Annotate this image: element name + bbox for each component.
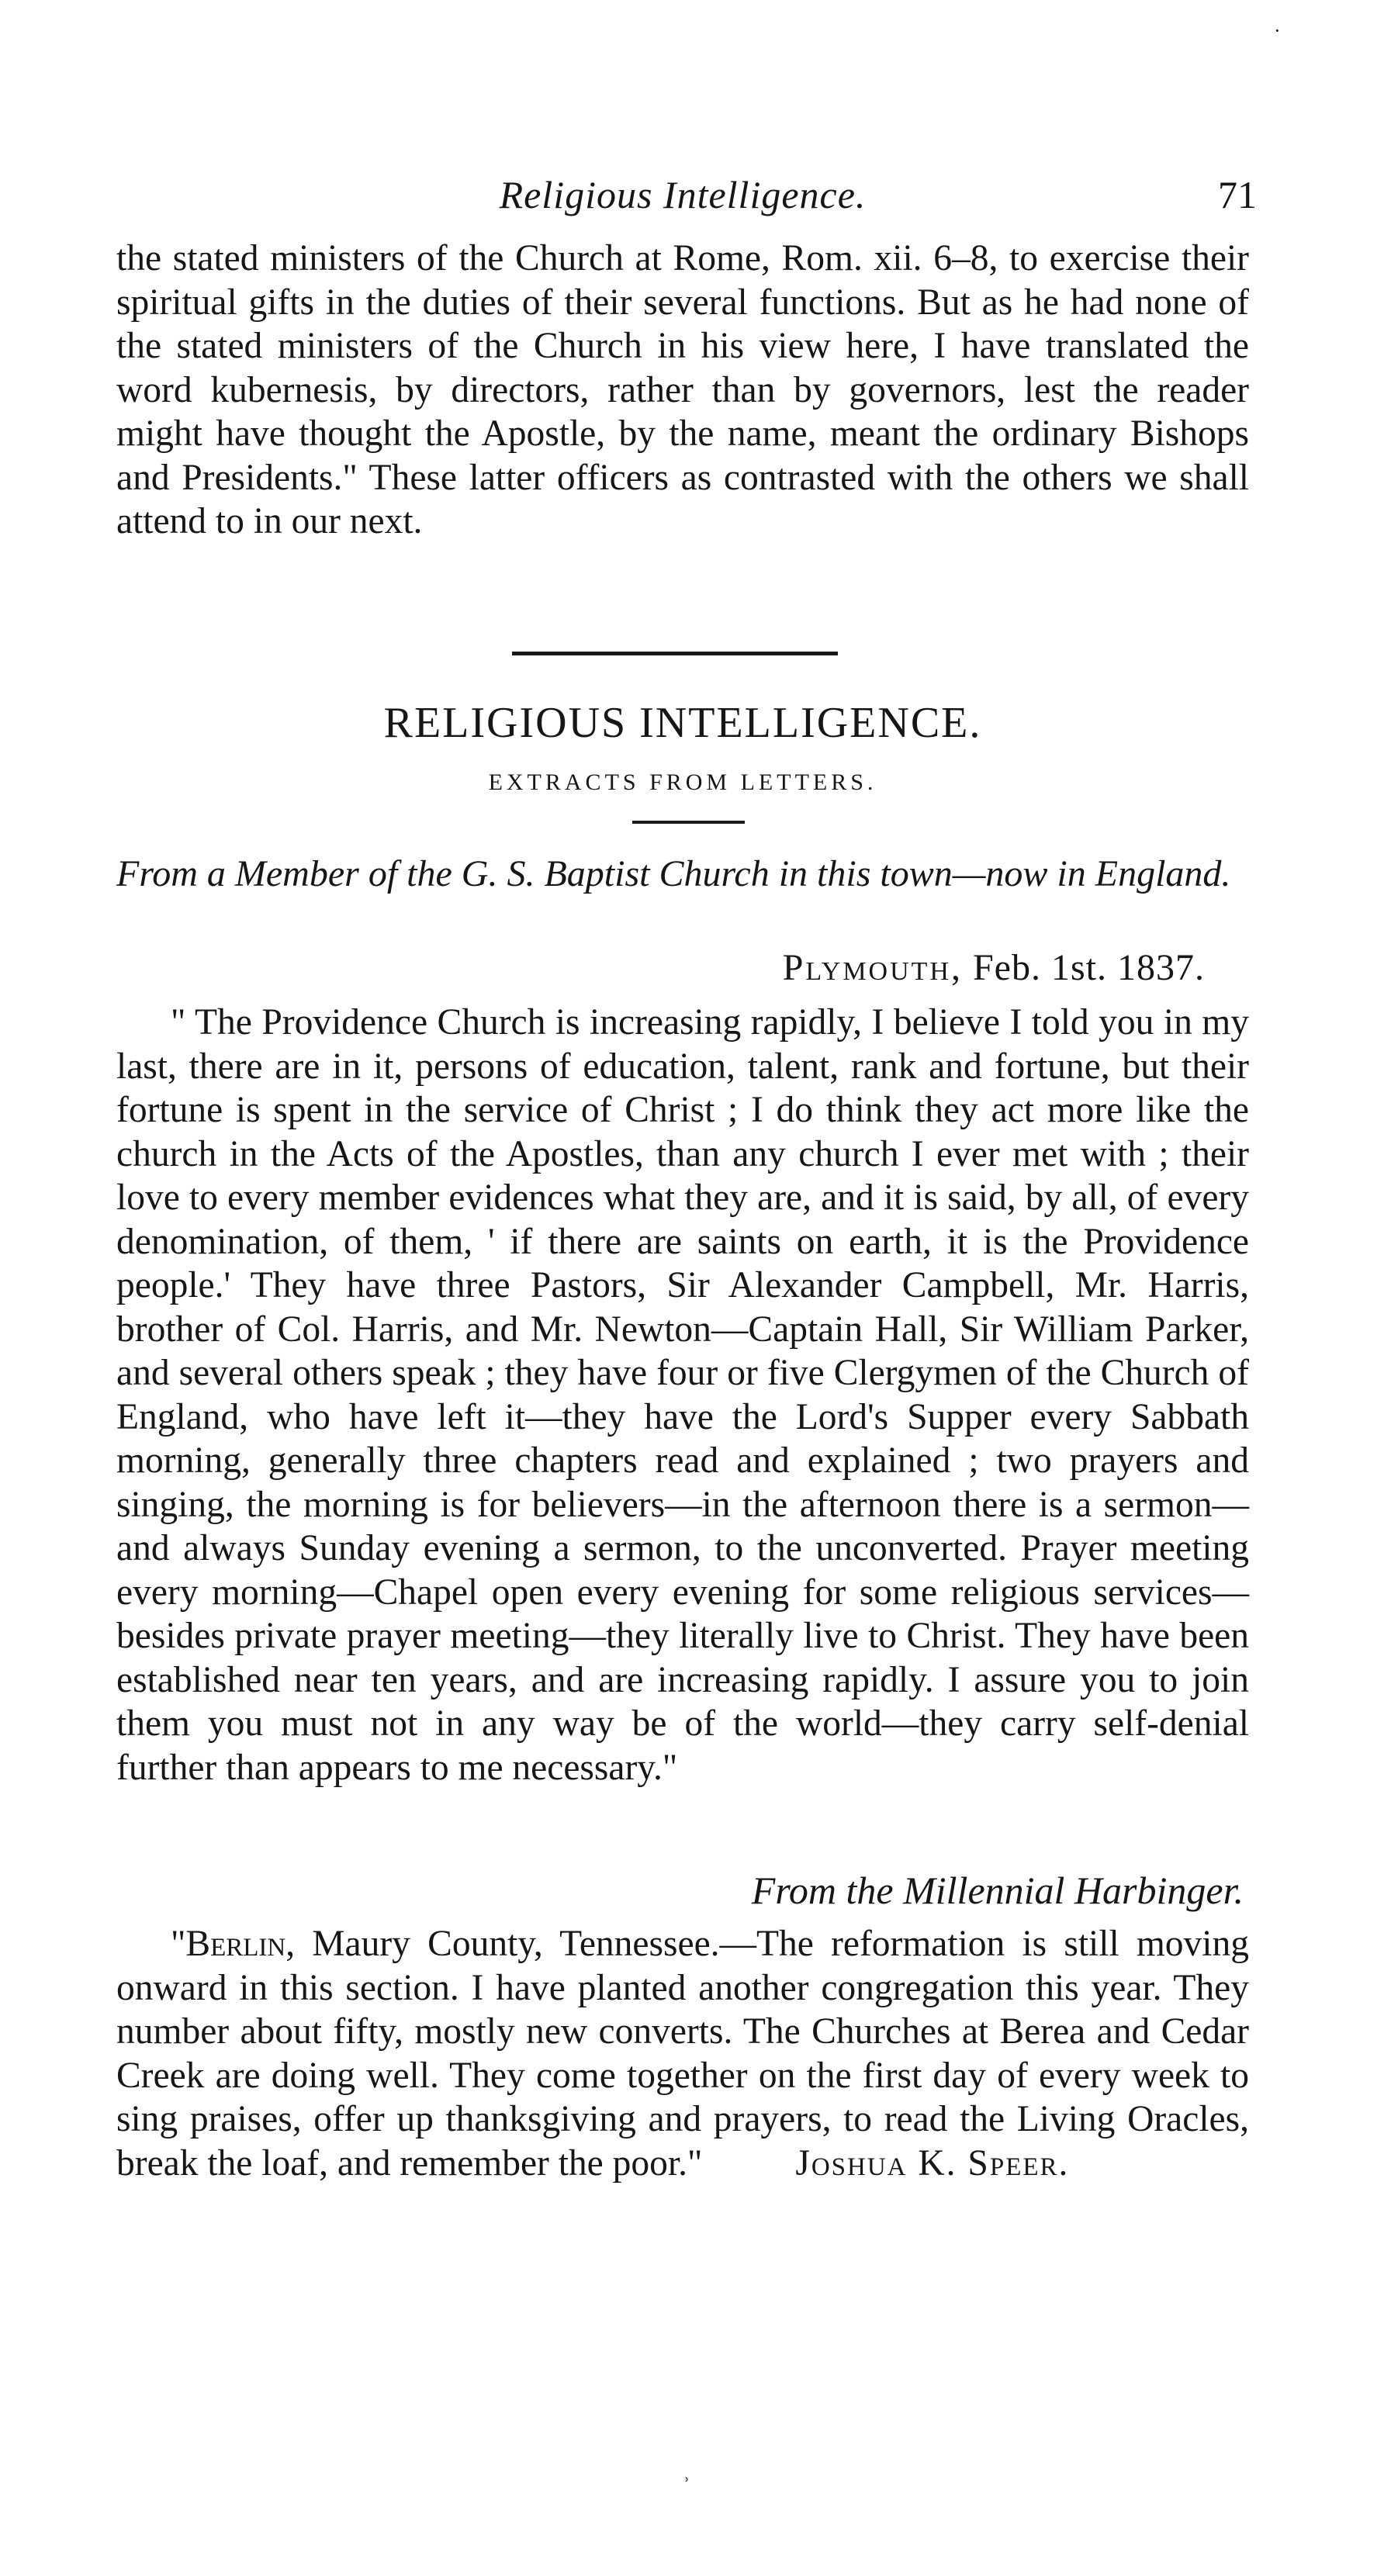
letter-two-signature: Joshua K. Speer. bbox=[795, 2142, 1070, 2184]
letter-two-source: From the Millennial Harbinger. bbox=[751, 1869, 1244, 1912]
running-head bbox=[109, 172, 1257, 226]
running-head-title: Religious Intelligence. bbox=[499, 173, 867, 216]
letter-two-paragraph bbox=[116, 1922, 1249, 2185]
continuation-paragraph: the stated ministers of the Church at Rome, Rom. xii. 6–8, to exercise their spiritual gifts in the duties of their several functions. But as he had none of the stated ministers of the Church in his view here, I have translated the word kubernesis, by directors, rather than by governors, lest the reader might have thought the Apostle, by the name, meant the ordinary Bishops and Presidents." These latter officers as contrasted with the others we shall attend to in our next. bbox=[116, 238, 1249, 541]
page-number: 71 bbox=[1218, 173, 1257, 216]
bottom-speck: ˒ bbox=[683, 2463, 690, 2488]
letter-two-body: Maury County, Tennessee.—The reformation is still moving onward in this section. I have planted another congregation this year. They number about fifty, mostly new converts. The Churches at Berea and Cedar Creek are doing well. They come together on the first day of every week to sing praises, offer up thanksgiving and prayers, to read the Living Oracles, break the loaf, and remember the poor." bbox=[116, 1924, 1249, 2184]
letter-one-dateline bbox=[783, 946, 1205, 989]
letter-one-place: Plymouth, bbox=[782, 947, 963, 988]
section-subtitle: EXTRACTS FROM LETTERS. bbox=[488, 769, 877, 795]
section-title: RELIGIOUS INTELLIGENCE. bbox=[383, 699, 982, 747]
letter-one-date: Feb. 1st. 1837. bbox=[972, 947, 1205, 988]
continuation-block bbox=[116, 237, 1249, 544]
letter-one-body: " The Providence Church is increasing rapidly, I believe I told you in my last, there are in it, persons of education, talent, rank and fortune, but their fortune is spent in the service of Christ ; I do think they act more like the church in the Acts of the Apostles, than any church I ever met with ; their love to every member evidences what they are, and it is said, by all, of every denomination, of them, ' if there are saints on earth, it is the Providence people.' They have three Pastors, Sir Alexander Campbell, Mr. Harris, brother of Col. Harris, and Mr. Newton—Captain Hall, Sir William Parker, and several others speak ; they have four or five Clergymen of the Church of England, who have left it—they have the Lord's Supper every Sabbath morning, generally three chapters read and explained ; two prayers and singing, the morning is for believers—in the afternoon there is a sermon—and always Sunday evening a sermon, to the unconverted. Prayer meeting every morning—Chapel open every evening for some religious services—besides private prayer meeting—they literally live to Christ. They have been established near ten years, and are increasing rapidly. I assure you to join them you must not in any way be of the world—they carry self-denial further than appears to me necessary." bbox=[116, 1002, 1249, 1788]
section-divider-rule bbox=[512, 652, 838, 655]
top-speck: · bbox=[1274, 19, 1281, 42]
letter-two-body-block bbox=[116, 1922, 1249, 2185]
subtitle-rule bbox=[632, 821, 745, 824]
letter-two-opening-place: "Berlin, bbox=[171, 1924, 296, 1964]
letter-one-body-block bbox=[116, 1001, 1249, 1789]
letter-one-heading: From a Member of the G. S. Baptist Church in this town—now in England. bbox=[116, 853, 1231, 894]
